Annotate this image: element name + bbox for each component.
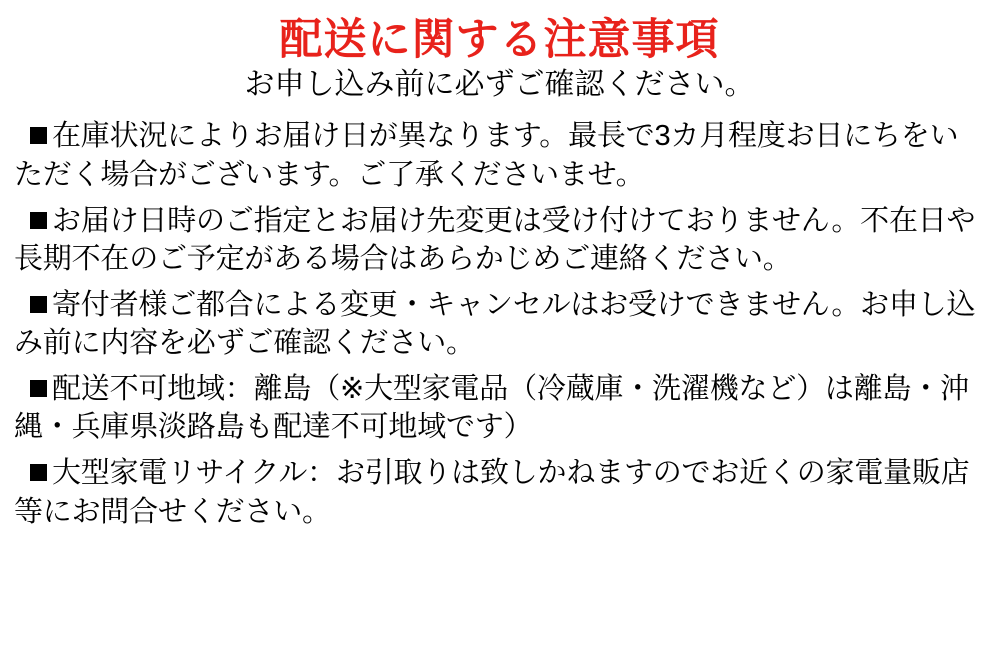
note-text: 配送不可地域：離島（※大型家電品（冷蔵庫・洗濯機など）は離島・沖縄・兵庫県淡路島も配達不可地域です） (14, 372, 969, 444)
list-item (14, 202, 985, 279)
note-text: 寄付者様ご都合による変更・キャンセルはお受けできません。お申し込み前に内容を必ずご確認ください。 (14, 288, 976, 360)
note-text: 在庫状況によりお届け日が異なります。最長で3カ月程度お日にちをいただく場合がございます。ご了承くださいませ。 (14, 120, 959, 191)
square-bullet-icon (30, 464, 47, 481)
notes-list (14, 117, 985, 531)
list-item (14, 117, 985, 194)
square-bullet-icon (30, 380, 47, 397)
list-item (14, 286, 985, 363)
page-subtitle: お申し込み前に必ずご確認ください。 (244, 68, 755, 102)
note-text: お届け日時のご指定とお届け先変更は受け付けておりません。不在日や長期不在のご予定がある場合はあらかじめご連絡ください。 (14, 204, 976, 276)
list-item (14, 454, 985, 531)
square-bullet-icon (30, 296, 47, 313)
square-bullet-icon (30, 127, 47, 144)
page-title: 配送に関する注意事項 (279, 16, 720, 64)
square-bullet-icon (30, 212, 47, 229)
list-item (14, 370, 985, 447)
note-text: 大型家電リサイクル：お引取りは致しかねますのでお近くの家電量販店等にお問合せください。 (14, 456, 970, 528)
